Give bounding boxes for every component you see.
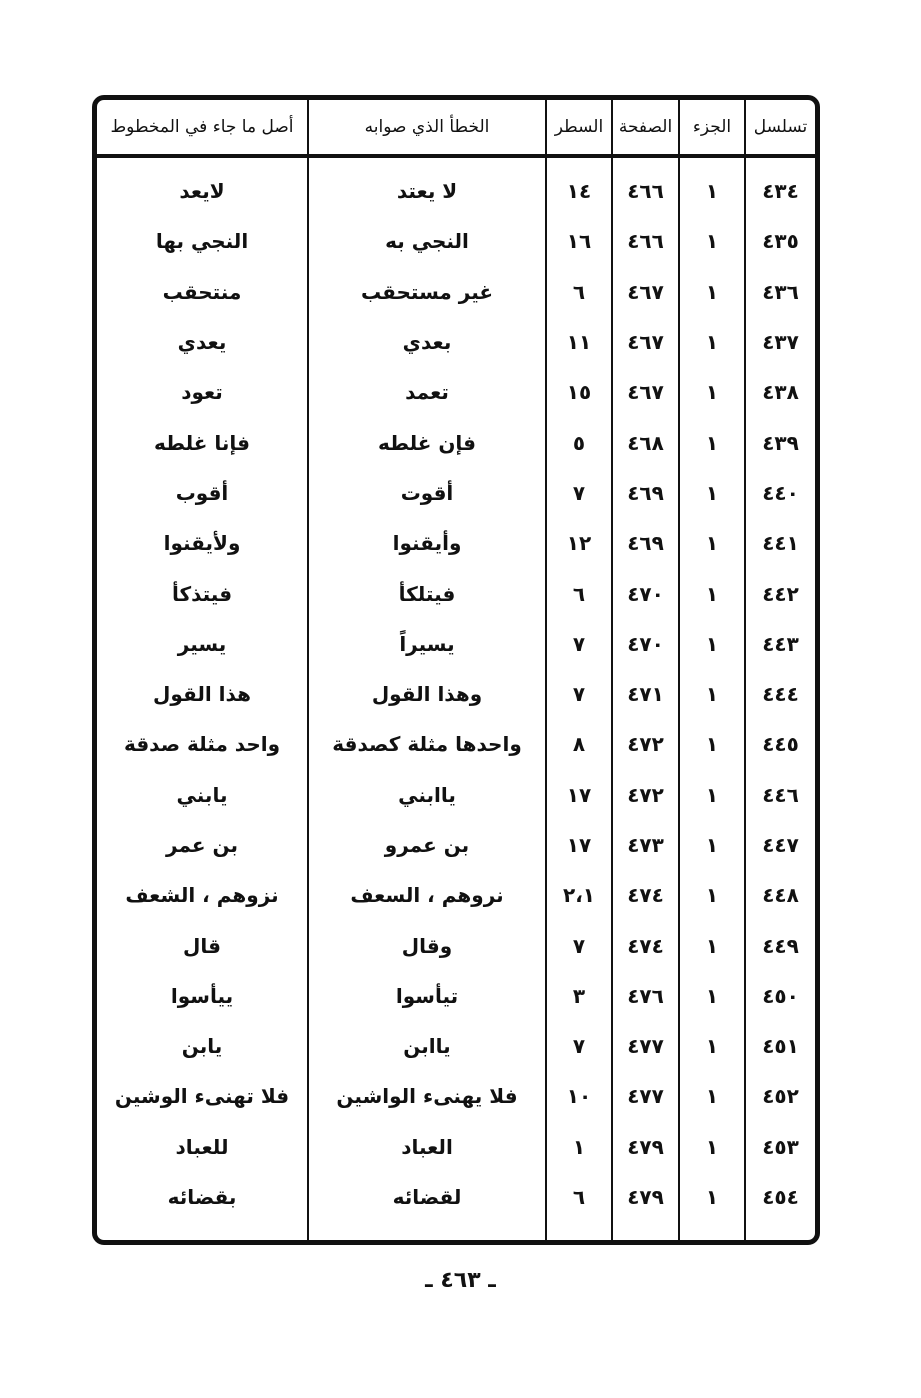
table-row [97,468,815,518]
cell-seq: ٤٣٧ [745,317,815,367]
cell-line: ١٥ [546,367,612,417]
cell-original: فإنا غلطه [153,430,251,455]
cell-original: النجي بها [155,229,249,254]
cell-page: ٤٧٧ [612,1021,679,1071]
cell-part: ١ [679,1071,745,1121]
cell-wrong: فإن غلطه [308,417,546,467]
cell-original: بقضائه [167,1185,237,1210]
table-row [97,367,815,417]
cell-seq: ٤٤٢ [745,568,815,618]
cell-line: ٧ [546,468,612,518]
cell-original: بن عمر [166,833,238,857]
cell-wrong: يسيراً [308,619,546,669]
cell-seq: ٤٥٤ [745,1172,815,1222]
cell-page: ٤٦٦ [612,216,679,266]
cell-original: منتحقب [162,279,242,304]
cell-seq: ٤٣٨ [745,367,815,417]
cell-line: ٦ [546,1172,612,1222]
cell-original: هذا القول [153,682,251,707]
cell-wrong: فيتلكأ [308,568,546,618]
cell-original: يعدي [177,330,227,355]
table-spacer-row [97,1222,815,1240]
spacer-cell [546,1222,612,1240]
cell-seq: ٤٤٣ [745,619,815,669]
cell-seq: ٤٣٦ [745,267,815,317]
cell-wrong: أقوت [308,468,546,518]
cell-page: ٤٦٩ [612,468,679,518]
table-row [97,1122,815,1172]
table-row [97,417,815,467]
cell-original: أقوب [175,480,229,505]
table-body [97,156,815,1240]
header-wrong: الخطأ الذي صوابه [308,100,546,156]
cell-page: ٤٧٤ [612,920,679,970]
cell-wrong: ياابني [308,770,546,820]
table-row [97,1172,815,1222]
cell-line: ٧ [546,619,612,669]
table-row [97,920,815,970]
cell-seq: ٤٥١ [745,1021,815,1071]
cell-wrong: لقضائه [308,1172,546,1222]
cell-part: ١ [679,518,745,568]
cell-line: ١ [546,1122,612,1172]
cell-original: يابن [181,1034,223,1059]
table-row [97,619,815,669]
table-row [97,719,815,769]
cell-page: ٤٧٢ [612,770,679,820]
cell-original: ولأيقنوا [163,531,241,556]
cell-seq: ٤٤٥ [745,719,815,769]
cell-page: ٤٦٨ [612,417,679,467]
cell-line: ١٠ [546,1071,612,1121]
cell-line: ٢،١ [546,870,612,920]
cell-line: ١١ [546,317,612,367]
header-line: السطر [546,100,612,156]
cell-part: ١ [679,417,745,467]
cell-line: ٦ [546,267,612,317]
cell-part: ١ [679,267,745,317]
cell-wrong: واحدها مثلة كصدقة [308,719,546,769]
cell-page: ٤٧٦ [612,971,679,1021]
cell-part: ١ [679,568,745,618]
cell-part: ١ [679,1122,745,1172]
table-row [97,568,815,618]
page-number: ـ ٤٦٣ ـ [425,1268,496,1293]
cell-wrong: لا يعتد [308,156,546,216]
cell-part: ١ [679,971,745,1021]
cell-line: ١٤ [546,156,612,216]
cell-seq: ٤٤٤ [745,669,815,719]
table-row [97,156,815,216]
cell-seq: ٤٤٩ [745,920,815,970]
cell-part: ١ [679,719,745,769]
cell-page: ٤٦٧ [612,367,679,417]
cell-original: واحد مثلة صدقة [123,732,281,757]
cell-wrong: تعمد [308,367,546,417]
table-row [97,1071,815,1121]
cell-part: ١ [679,770,745,820]
cell-seq: ٤٥٢ [745,1071,815,1121]
cell-line: ٦ [546,568,612,618]
cell-page: ٤٦٦ [612,156,679,216]
cell-original: فلا تهنىء الوشين [114,1084,290,1109]
cell-wrong: بن عمرو [308,820,546,870]
cell-page: ٤٧٠ [612,568,679,618]
table-row [97,870,815,920]
cell-page: ٤٧٤ [612,870,679,920]
cell-seq: ٤٤٨ [745,870,815,920]
cell-wrong: غير مستحقب [308,267,546,317]
cell-original: للعباد [175,1134,229,1159]
spacer-cell [97,1222,308,1240]
cell-part: ١ [679,367,745,417]
cell-wrong: العباد [308,1122,546,1172]
table-row [97,518,815,568]
spacer-cell [745,1222,815,1240]
cell-line: ١٧ [546,820,612,870]
cell-part: ١ [679,156,745,216]
cell-wrong: ياابن [308,1021,546,1071]
cell-seq: ٤٣٤ [745,156,815,216]
spacer-cell [612,1222,679,1240]
cell-page: ٤٧٩ [612,1122,679,1172]
header-original: أصل ما جاء في المخطوط [97,100,308,156]
table-row [97,267,815,317]
cell-wrong: بعدي [308,317,546,367]
errata-table-frame [92,95,820,1245]
cell-part: ١ [679,1172,745,1222]
table-row [97,216,815,266]
cell-page: ٤٧٢ [612,719,679,769]
table-row [97,971,815,1021]
cell-wrong: وأيقنوا [308,518,546,568]
table-header-row [97,100,815,156]
cell-wrong: النجي به [308,216,546,266]
cell-line: ٧ [546,920,612,970]
cell-original: قال [183,933,221,958]
cell-line: ٧ [546,669,612,719]
cell-line: ١٢ [546,518,612,568]
header-part: الجزء [679,100,745,156]
cell-wrong: نروهم ، السعف [308,870,546,920]
cell-page: ٤٧١ [612,669,679,719]
cell-original: تعود [181,380,223,405]
spacer-cell [679,1222,745,1240]
cell-part: ١ [679,216,745,266]
cell-original: فيتذكأ [171,581,233,606]
cell-page: ٤٧٠ [612,619,679,669]
cell-page: ٤٧٩ [612,1172,679,1222]
cell-seq: ٤٤١ [745,518,815,568]
cell-wrong: وقال [308,920,546,970]
table-row [97,770,815,820]
cell-line: ٧ [546,1021,612,1071]
cell-part: ١ [679,317,745,367]
cell-page: ٤٧٧ [612,1071,679,1121]
cell-seq: ٤٥٣ [745,1122,815,1172]
cell-line: ٣ [546,971,612,1021]
cell-page: ٤٦٧ [612,317,679,367]
cell-original: يابني [176,782,228,807]
spacer-cell [308,1222,546,1240]
cell-line: ٥ [546,417,612,467]
table-row [97,1021,815,1071]
table-row [97,669,815,719]
cell-part: ١ [679,468,745,518]
cell-part: ١ [679,1021,745,1071]
cell-part: ١ [679,820,745,870]
cell-seq: ٤٤٦ [745,770,815,820]
cell-line: ٨ [546,719,612,769]
cell-wrong: فلا يهنىء الواشين [308,1071,546,1121]
cell-seq: ٤٣٩ [745,417,815,467]
cell-part: ١ [679,920,745,970]
cell-seq: ٤٤٧ [745,820,815,870]
cell-seq: ٤٥٠ [745,971,815,1021]
header-page: الصفحة [612,100,679,156]
cell-part: ١ [679,870,745,920]
cell-part: ١ [679,619,745,669]
cell-line: ١٧ [546,770,612,820]
cell-original: ييأسوا [170,983,234,1008]
cell-original: لايعد [179,179,225,204]
cell-seq: ٤٤٠ [745,468,815,518]
cell-original: نزوهم ، الشعف [125,883,279,908]
cell-seq: ٤٣٥ [745,216,815,266]
cell-page: ٤٧٣ [612,820,679,870]
table-row [97,820,815,870]
cell-wrong: تيأسوا [308,971,546,1021]
cell-original: يسير [177,631,227,656]
cell-part: ١ [679,669,745,719]
table-row [97,317,815,367]
cell-page: ٤٦٧ [612,267,679,317]
cell-page: ٤٦٩ [612,518,679,568]
cell-line: ١٦ [546,216,612,266]
header-seq: تسلسل [745,100,815,156]
errata-table [97,100,815,1240]
cell-wrong: وهذا القول [308,669,546,719]
